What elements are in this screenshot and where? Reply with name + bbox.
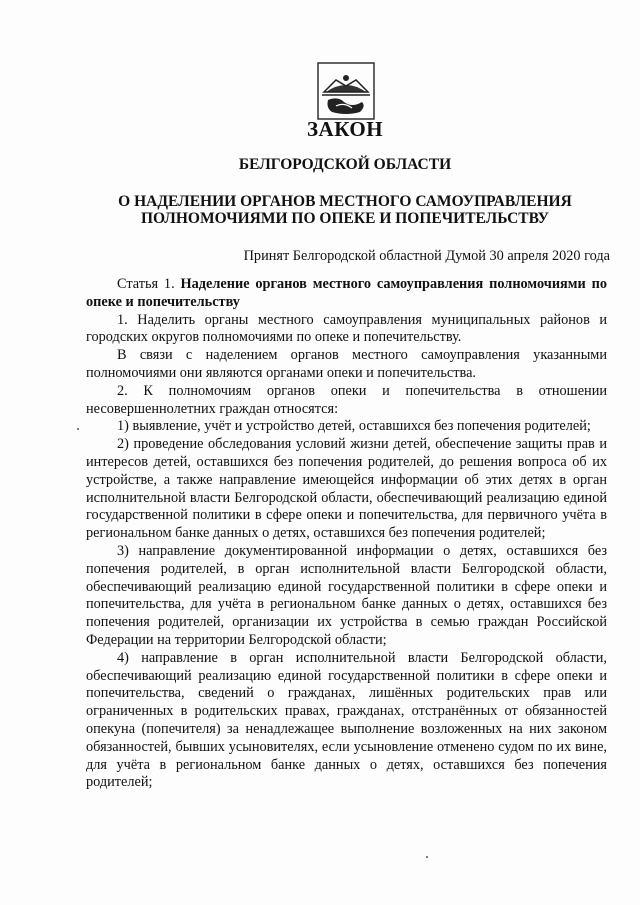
paragraph: 4) направление в орган исполнительной власти Белгородской области, обеспечивающий реализацию единой государственной политики в сфере опеки и попечительства, сведений о гражданах, лишённых родительских прав или ограниченных в родительских правах, гражданах, отстранённых от обязанностей опекуна (попечителя) за ненадлежащее выполнение возложенных на них законом обязанностей, бывших усыновителях, если усыновление отменено судом по их вине, для учёта в региональном банке данных о детях, оставшихся без попечения родителей; [86,649,607,791]
scan-speck [77,428,79,430]
region-name: БЕЛГОРОДСКОЙ ОБЛАСТИ [238,156,452,173]
paragraph: 1. Наделить органы местного самоуправления муниципальных районов и городских округов полномочиями по опеке и попечительству. [86,311,607,346]
paragraph: 2) проведение обследования условий жизни детей, обеспечение защиты прав и интересов детей, оставшихся без попечения родителей, до решения вопроса об их устройстве, а также направление имеющейся информации об этих детях в орган исполнительной власти Белгородской области, обеспечивающий реализацию единой государственной политики в сфере опеки и попечительства, для первичного учёта в региональном банке данных о детях, оставшихся без попечения родителей; [86,436,607,542]
law-title: ЗАКОН [306,117,384,141]
article-heading [86,276,607,312]
paragraph: 1) выявление, учёт и устройство детей, оставшихся без попечения родителей; [117,418,591,435]
scan-speck [426,856,428,858]
article-title: Наделение органов местного самоуправления полномочиями по опеке и попечительству [86,276,607,310]
article-label: Статья 1. [117,276,181,292]
paragraph: В связи с наделением органов местного самоуправления указанными полномочиями они являются органами опеки и попечительства. [86,347,607,381]
law-subject-line: О НАДЕЛЕНИИ ОРГАНОВ МЕСТНОГО САМОУПРАВЛЕНИЯ [118,193,572,210]
coat-of-arms-emblem [316,62,376,120]
law-subject [0,193,640,227]
law-body [86,276,607,792]
paragraph: 2. К полномочиям органов опеки и попечительства в отношении несовершеннолетних граждан относятся: [86,382,607,417]
paragraph: 3) направление документированной информации о детях, оставшихся без попечения родителей, в орган исполнительной власти Белгородской области, обеспечивающий реализацию единой государственной политики в сфере опеки и попечительства, для учёта в региональном банке данных о детях, оставшихся без попечения родителей, организации их устройства в семью граждан Российской Федерации на территории Белгородской области; [86,542,607,648]
adoption-note: Принят Белгородской областной Думой 30 апреля 2020 года [243,248,610,264]
law-subject-line: ПОЛНОМОЧИЯМИ ПО ОПЕКЕ И ПОПЕЧИТЕЛЬСТВУ [140,210,550,227]
